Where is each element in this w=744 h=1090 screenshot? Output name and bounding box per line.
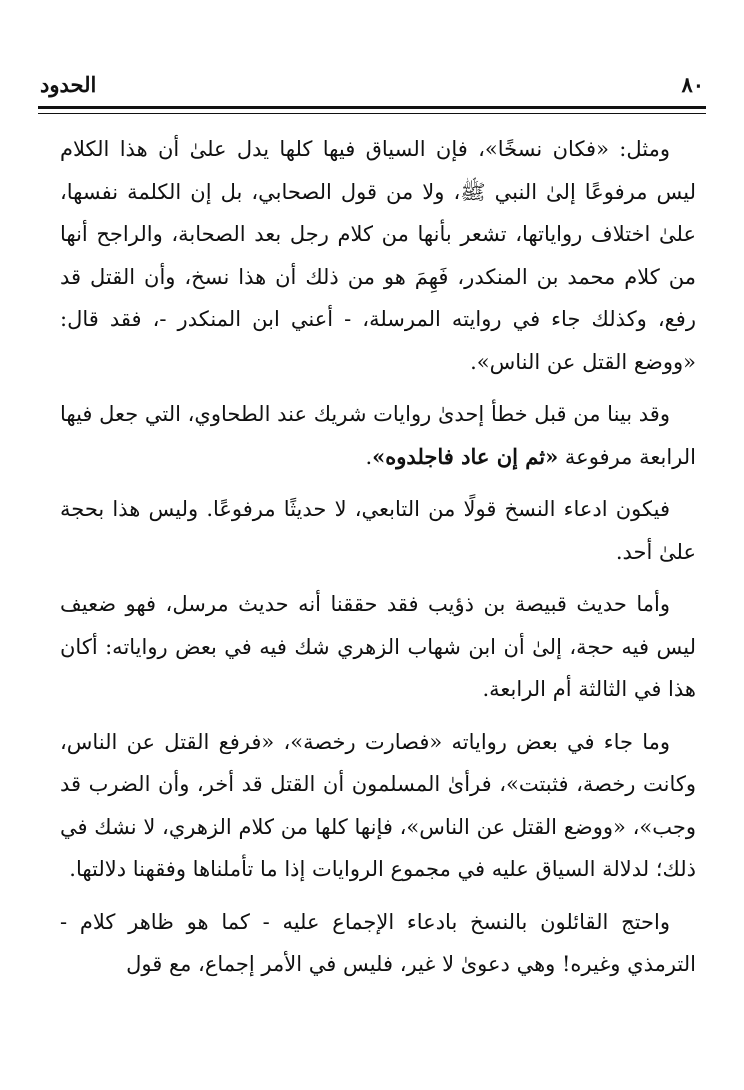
body-text (60, 128, 696, 996)
paragraph-text: وقد بينا من قبل خطأ إحدىٰ روايات شريك عند الطحاوي، التي جعل فيها الرابعة مرفوعة (60, 402, 696, 469)
header-rule-thick (38, 106, 706, 109)
header-rule-thin (38, 113, 706, 114)
running-title: الحدود (40, 72, 97, 97)
paragraph: واحتج القائلون بالنسخ بادعاء الإجماع عليه - كما هو ظاهر كلام - الترمذي وغيره! وهي دعوىٰ لا غير، فليس في الأمر إجماع، مع قول (60, 909, 696, 976)
paragraph: ومثل: «فكان نسخًا»، فإن السياق فيها كلها يدل علىٰ أن هذا الكلام ليس مرفوعًا إلىٰ النبي ﷺ، ولا من قول الصحابي، بل إن الكلمة نفسها، علىٰ اختلاف رواياتها، تشعر بأنها من كلام رجل بعد الصحابة، والراجح أنها من كلام محمد بن المنكدر، فَهِمَ هو من ذلك أن هذا نسخ، وأن القتل قد رفع، وكذلك جاء في روايته المرسلة، - أعني ابن المنكدر -، فقد قال: «ووضع القتل عن الناس». (60, 137, 696, 374)
paragraph: فيكون ادعاء النسخ قولًا من التابعي، لا حديثًا مرفوعًا. وليس هذا بحجة علىٰ أحد. (60, 497, 696, 564)
bold-quote: «ثم إن عاد فاجلدوه» (372, 443, 559, 469)
paragraph-text-end: . (365, 444, 373, 469)
paragraph: وما جاء في بعض رواياته «فصارت رخصة»، «فرفع القتل عن الناس، وكانت رخصة، فثبتت»، فرأىٰ المسلمون أن القتل قد أخر، وأن الضرب قد وجب»، «ووضع القتل عن الناس»، فإنها كلها من كلام الزهري، لا نشك في ذلك؛ لدلالة السياق عليه في مجموع الروايات إذا ما تأملناها وفقهنا دلالتها. (60, 729, 696, 881)
page-number: ٨٠ (681, 72, 704, 97)
paragraph (60, 393, 696, 478)
page-header (40, 68, 704, 102)
paragraph: وأما حديث قبيصة بن ذؤيب فقد حققنا أنه حديث مرسل، فهو ضعيف ليس فيه حجة، إلىٰ أن ابن شهاب الزهري شك فيه في بعض رواياته: أكان هذا في الثالثة أم الرابعة. (60, 592, 696, 701)
